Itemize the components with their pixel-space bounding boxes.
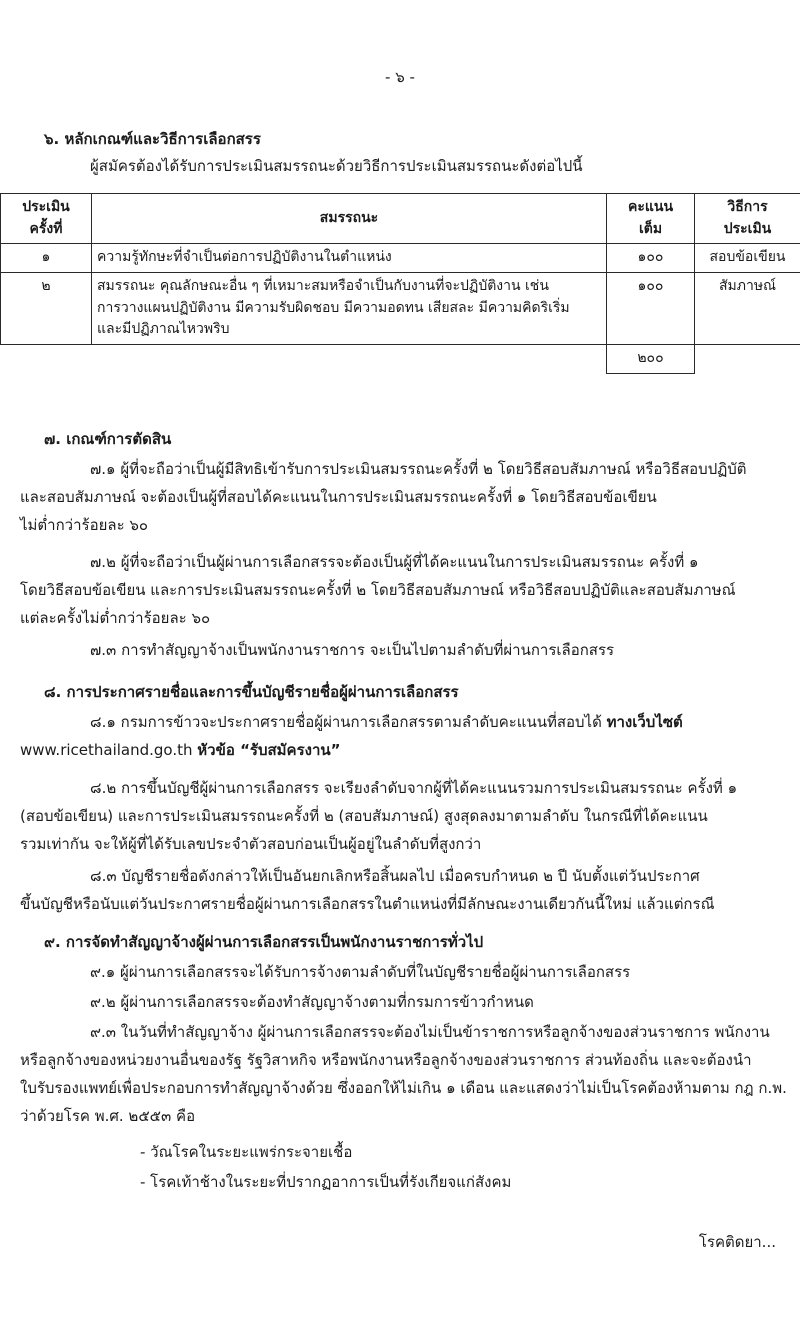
criteria-table xyxy=(0,193,800,374)
section-9-3-line3: ใบรับรองแพทย์เพื่อประกอบการทำสัญญาจ้างด้วย ซึ่งออกให้ไม่เกิน ๑ เดือน และแสดงว่าไม่เป็นโรคต้องห้ามตาม กฎ ก.พ. xyxy=(20,1079,787,1097)
section-7-1-line2: และสอบสัมภาษณ์ จะต้องเป็นผู้ที่สอบได้คะแนนในการประเมินสมรรถนะครั้งที่ ๑ โดยวิธีสอบข้อเขียน xyxy=(20,488,657,506)
row1-method: สอบข้อเขียน xyxy=(695,244,800,273)
continuation-text: โรคติดยา... xyxy=(698,1233,776,1251)
section-9-3-line2: หรือลูกจ้างของหน่วยงานอื่นของรัฐ รัฐวิสาหกิจ หรือพนักงานหรือลูกจ้างของส่วนราชการ ส่วนท้องถิ่น และจะต้องนำ xyxy=(20,1051,752,1069)
total-empty-1 xyxy=(1,345,92,374)
header-score: คะแนน เต็ม xyxy=(607,194,695,244)
row2-round: ๒ xyxy=(1,273,92,345)
section-7-2-line3: แต่ละครั้งไม่ต่ำกว่าร้อยละ ๖๐ xyxy=(20,609,211,627)
section-7-3: ๗.๓ การทำสัญญาจ้างเป็นพนักงานราชการ จะเป็นไปตามลำดับที่ผ่านการเลือกสรร xyxy=(90,641,615,659)
total-empty-3 xyxy=(695,345,800,374)
section-8-heading: ๘. การประกาศรายชื่อและการขึ้นบัญชีรายชื่อผู้ผ่านการเลือกสรร xyxy=(44,683,459,701)
section-8-3-line2: ขึ้นบัญชีหรือนับแต่วันประกาศรายชื่อผู้ผ่านการเลือกสรรในตำแหน่งที่มีลักษณะงานเดียวกันนี้ใหม่ แล้วแต่กรณี xyxy=(20,895,715,913)
section-6-intro: ผู้สมัครต้องได้รับการประเมินสมรรถนะด้วยวิธีการประเมินสมรรถนะดังต่อไปนี้ xyxy=(90,157,583,175)
section-8-1-line1: ๘.๑ กรมการข้าวจะประกาศรายชื่อผู้ผ่านการเลือกสรรตามลำดับคะแนนที่สอบได้ ทางเว็บไซต์ xyxy=(90,713,683,731)
row1-score: ๑๐๐ xyxy=(607,244,695,273)
row1-round: ๑ xyxy=(1,244,92,273)
section-9-2: ๙.๒ ผู้ผ่านการเลือกสรรจะต้องทำสัญญาจ้างตามที่กรมการข้าวกำหนด xyxy=(90,993,534,1011)
website-label: ทางเว็บไซต์ xyxy=(606,713,683,731)
section-8-1-line2 xyxy=(20,741,341,760)
header-method: วิธีการ ประเมิน xyxy=(695,194,800,244)
section-7-1-line1: ๗.๑ ผู้ที่จะถือว่าเป็นผู้มีสิทธิเข้ารับการประเมินสมรรถนะครั้งที่ ๒ โดยวิธีสอบสัมภาษณ์ หรือวิธีสอบปฏิบัติ xyxy=(90,460,747,478)
table-header-row xyxy=(1,194,800,244)
list-item: - โรคเท้าช้างในระยะที่ปรากฏอาการเป็นที่รังเกียจแก่สังคม xyxy=(140,1173,512,1191)
topic-label: หัวข้อ “รับสมัครงาน” xyxy=(197,741,341,759)
table-row xyxy=(1,273,800,345)
section-9-3-line1: ๙.๓ ในวันที่ทำสัญญาจ้าง ผู้ผ่านการเลือกสรรจะต้องไม่เป็นข้าราชการหรือลูกจ้างของส่วนราชการ พนักงาน xyxy=(90,1023,770,1041)
total-score: ๒๐๐ xyxy=(607,345,695,374)
section-6-heading: ๖. หลักเกณฑ์และวิธีการเลือกสรร xyxy=(44,130,261,148)
section-9-heading: ๙. การจัดทำสัญญาจ้างผู้ผ่านการเลือกสรรเป็นพนักงานราชการทั่วไป xyxy=(44,933,484,951)
row2-score: ๑๐๐ xyxy=(607,273,695,345)
table-row xyxy=(1,244,800,273)
header-round: ประเมิน ครั้งที่ xyxy=(1,194,92,244)
section-8-2-line3: รวมเท่ากัน จะให้ผู้ที่ได้รับเลขประจำตัวสอบก่อนเป็นผู้อยู่ในลำดับที่สูงกว่า xyxy=(20,835,482,853)
header-competency: สมรรถนะ xyxy=(92,194,607,244)
section-7-1-line3: ไม่ต่ำกว่าร้อยละ ๖๐ xyxy=(20,516,149,534)
section-9-3-line4: ว่าด้วยโรค พ.ศ. ๒๕๕๓ คือ xyxy=(20,1107,196,1125)
list-item: - วัณโรคในระยะแพร่กระจายเชื้อ xyxy=(140,1143,353,1161)
row1-competency: ความรู้ทักษะที่จำเป็นต่อการปฏิบัติงานในตำแหน่ง xyxy=(92,244,607,273)
table-total-row xyxy=(1,345,800,374)
row2-method: สัมภาษณ์ xyxy=(695,273,800,345)
section-7-2-line2: โดยวิธีสอบข้อเขียน และการประเมินสมรรถนะครั้งที่ ๒ โดยวิธีสอบสัมภาษณ์ หรือวิธีสอบปฏิบัติและสอบสัมภาษณ์ xyxy=(20,581,736,599)
section-8-2-line1: ๘.๒ การขึ้นบัญชีผู้ผ่านการเลือกสรร จะเรียงลำดับจากผู้ที่ได้คะแนนรวมการประเมินสมรรถนะ ครั้งที่ ๑ xyxy=(90,779,738,797)
section-9-1: ๙.๑ ผู้ผ่านการเลือกสรรจะได้รับการจ้างตามลำดับที่ในบัญชีรายชื่อผู้ผ่านการเลือกสรร xyxy=(90,963,631,981)
section-7-heading: ๗. เกณฑ์การตัดสิน xyxy=(44,430,172,448)
page-number: - ๖ - xyxy=(385,68,415,86)
website-url[interactable]: www.ricethailand.go.th xyxy=(20,741,193,759)
section-8-3-line1: ๘.๓ บัญชีรายชื่อดังกล่าวให้เป็นอันยกเลิกหรือสิ้นผลไป เมื่อครบกำหนด ๒ ปี นับตั้งแต่วันประกาศ xyxy=(90,867,700,885)
total-empty-2 xyxy=(92,345,607,374)
section-8-2-line2: (สอบข้อเขียน) และการประเมินสมรรถนะครั้งที่ ๒ (สอบสัมภาษณ์) สูงสุดลงมาตามลำดับ ในกรณีที่ได้คะแนน xyxy=(20,807,708,825)
row2-competency: สมรรถนะ คุณลักษณะอื่น ๆ ที่เหมาะสมหรือจำเป็นกับงานที่จะปฏิบัติงาน เช่น การวางแผนปฏิบัติงาน มีความรับผิดชอบ มีความอดทน เสียสละ มีความคิดริเริ่ม และมีปฏิภาณไหวพริบ xyxy=(92,273,607,345)
section-7-2-line1: ๗.๒ ผู้ที่จะถือว่าเป็นผู้ผ่านการเลือกสรรจะต้องเป็นผู้ที่ได้คะแนนในการประเมินสมรรถนะ ครั้งที่ ๑ xyxy=(90,553,699,571)
